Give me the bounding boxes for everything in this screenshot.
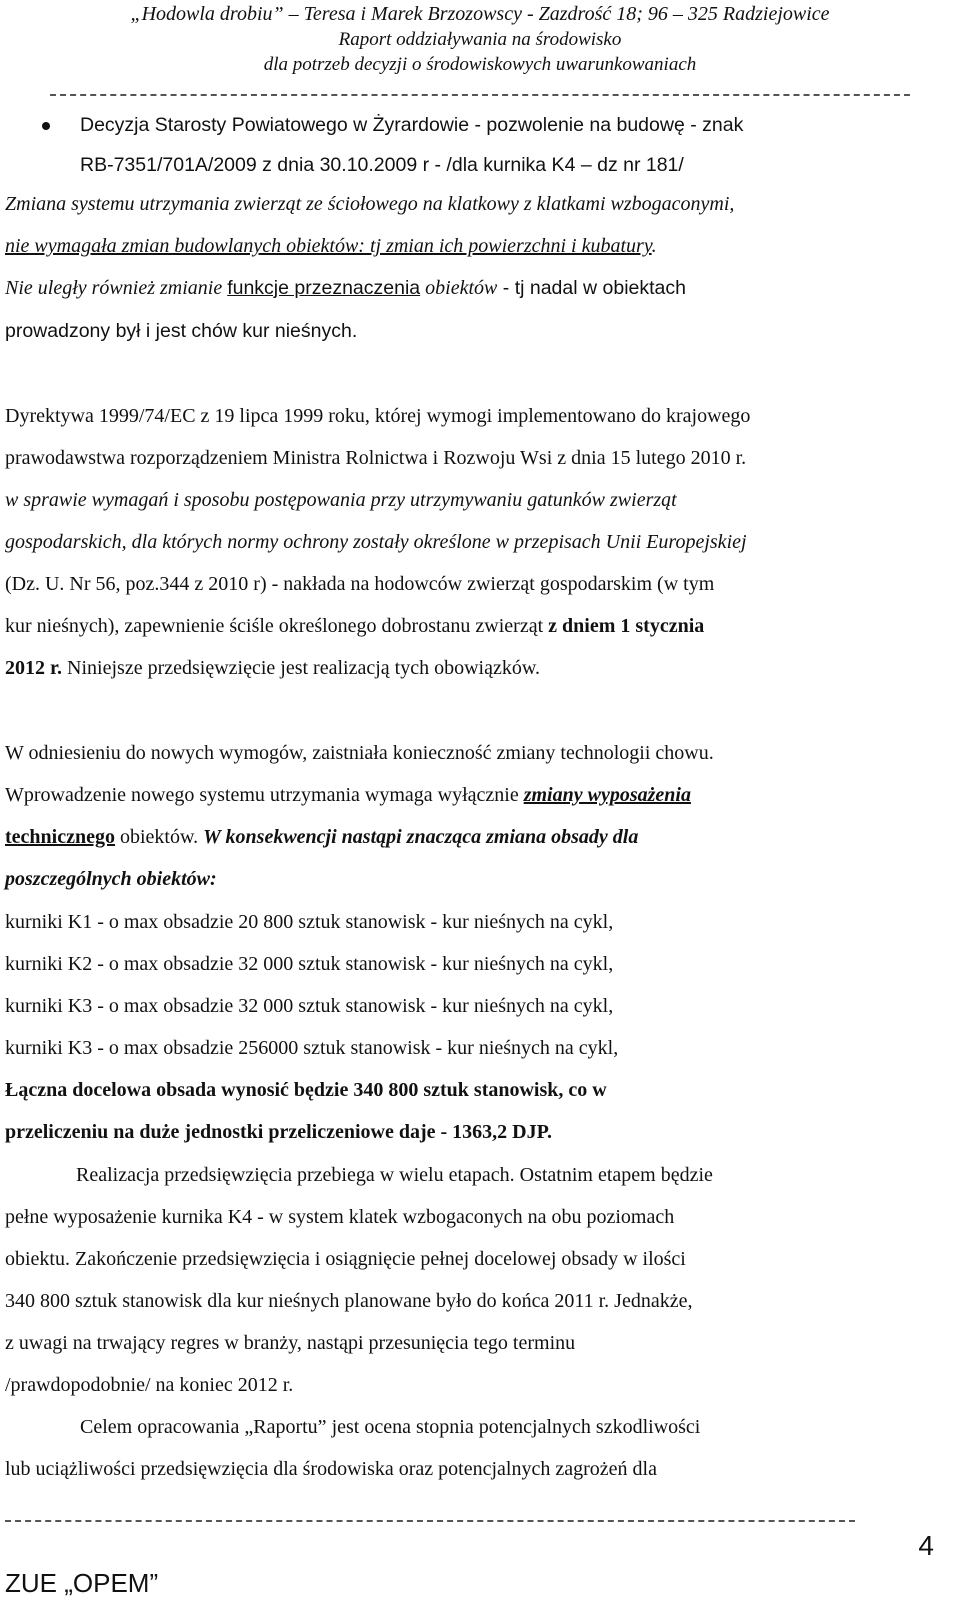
para1-line-3 — [5, 277, 686, 300]
para1-l2-end: . — [651, 235, 657, 257]
para3-l3-c: W konsekwencji nastąpi znacząca zmiana obsady dla — [203, 826, 639, 848]
para2-line-4: gospodarskich, dla których normy ochrony zostały określone w przepisach Unii Europejskiej — [5, 531, 747, 553]
para2-line-3: w sprawie wymagań i sposobu postępowania przy utrzymywaniu gatunków zwierząt — [5, 489, 677, 511]
para5-line-1: Celem opracowania „Raportu” jest ocena stopnia potencjalnych szkodliwości — [80, 1416, 701, 1438]
para3-l2-b: zmiany wyposażenia — [523, 784, 691, 806]
total-line-1: Łączna docelowa obsada wynosić będzie 340 800 sztuk stanowisk, co w — [5, 1079, 607, 1101]
para1-l2-text: nie wymagała zmian budowlanych obiektów: tj zmian ich powierzchni i kubatury — [5, 235, 652, 257]
para3-line-3 — [5, 826, 638, 849]
footer-label: ZUE „OPEM” — [5, 1568, 159, 1598]
para1-l3-d: - tj nadal w obiektach — [497, 277, 686, 299]
para1-l3-c: obiektów — [420, 277, 498, 299]
para5-line-2: lub uciążliwości przedsięwzięcia dla środowiska oraz potencjalnych zagrożeń dla — [5, 1458, 657, 1480]
para1-l3-a: Nie uległy również zmianie — [5, 277, 228, 299]
para1-l3-b: funkcje przeznaczenia — [227, 277, 421, 299]
para4-line-6: /prawdopodobnie/ na koniec 2012 r. — [5, 1374, 294, 1396]
kurnik-line: kurniki K3 - o max obsadzie 32 000 sztuk stanowisk - kur nieśnych na cykl, — [5, 995, 614, 1017]
para3-line-4: poszczególnych obiektów: — [5, 868, 217, 890]
para4-line-2: pełne wyposażenie kurnika K4 - w system klatek wzbogaconych na obu poziomach — [5, 1206, 675, 1228]
para1-line-2 — [5, 235, 657, 258]
para4-line-1: Realizacja przedsięwzięcia przebiega w wielu etapach. Ostatnim etapem będzie — [76, 1164, 713, 1186]
header-title: „Hodowla drobiu” – Teresa i Marek Brzozowscy - Zazdrość 18; 96 – 325 Radziejowice — [130, 3, 830, 25]
para3-l3-b: obiektów. — [114, 826, 204, 848]
para4-line-5: z uwagi na trwający regres w branży, nastąpi przesunięcia tego terminu — [5, 1332, 576, 1354]
bullet-line-1: Decyzja Starosty Powiatowego w Żyrardowie - pozwolenie na budowę - znak — [80, 114, 744, 136]
kurnik-line: kurniki K3 - o max obsadzie 256000 sztuk stanowisk - kur nieśnych na cykl, — [5, 1037, 619, 1059]
footer-divider — [5, 1520, 855, 1522]
header-subtitle: Raport oddziaływania na środowisko — [338, 29, 622, 50]
para4-line-4: 340 800 sztuk stanowisk dla kur nieśnych planowane było do końca 2011 r. Jednakże, — [5, 1290, 693, 1312]
para2-l6-b: z dniem 1 stycznia — [548, 615, 705, 637]
header-divider — [50, 94, 910, 96]
para1-line-4: prowadzony był i jest chów kur nieśnych. — [5, 320, 358, 342]
header-subtitle-2: dla potrzeb decyzji o środowiskowych uwarunkowaniach — [263, 54, 697, 75]
para1-line-1: Zmiana systemu utrzymania zwierząt ze ściołowego na klatkowy z klatkami wzbogaconymi, — [5, 193, 735, 215]
para3-l2-a: Wprowadzenie nowego systemu utrzymania wymaga wyłącznie — [5, 784, 524, 806]
para2-line-7 — [5, 657, 540, 680]
para3-l3-a: technicznego — [5, 826, 115, 848]
para2-line-1: Dyrektywa 1999/74/EC z 19 lipca 1999 roku, której wymogi implementowano do krajowego — [5, 405, 751, 427]
bullet-icon — [42, 122, 50, 130]
page-header — [0, 2, 960, 77]
kurnik-line: kurniki K2 - o max obsadzie 32 000 sztuk stanowisk - kur nieśnych na cykl, — [5, 953, 614, 975]
para2-line-6 — [5, 615, 704, 638]
total-line-2: przeliczeniu na duże jednostki przeliczeniowe daje - 1363,2 DJP. — [5, 1121, 552, 1143]
para2-l6-a: kur nieśnych), zapewnienie ściśle określonego dobrostanu zwierząt — [5, 615, 549, 637]
para3-line-1: W odniesieniu do nowych wymogów, zaistniała konieczność zmiany technologii chowu. — [5, 742, 714, 764]
para4-line-3: obiektu. Zakończenie przedsięwzięcia i osiągnięcie pełnej docelowej obsady w ilości — [5, 1248, 686, 1270]
page-number: 4 — [918, 1530, 934, 1561]
kurnik-line: kurniki K1 - o max obsadzie 20 800 sztuk stanowisk - kur nieśnych na cykl, — [5, 911, 614, 933]
para3-line-2 — [5, 784, 691, 807]
para2-l7-b: Niniejsze przedsięwzięcie jest realizacją tych obowiązków. — [62, 657, 540, 679]
para2-line-5: (Dz. U. Nr 56, poz.344 z 2010 r) - nakłada na hodowców zwierząt gospodarskim (w tym — [5, 573, 715, 595]
para2-l7-a: 2012 r. — [5, 657, 63, 679]
para2-line-2: prawodawstwa rozporządzeniem Ministra Rolnictwa i Rozwoju Wsi z dnia 15 lutego 2010 r. — [5, 447, 747, 469]
bullet-line-2: RB-7351/701A/2009 z dnia 30.10.2009 r - /dla kurnika K4 – dz nr 181/ — [80, 154, 684, 176]
